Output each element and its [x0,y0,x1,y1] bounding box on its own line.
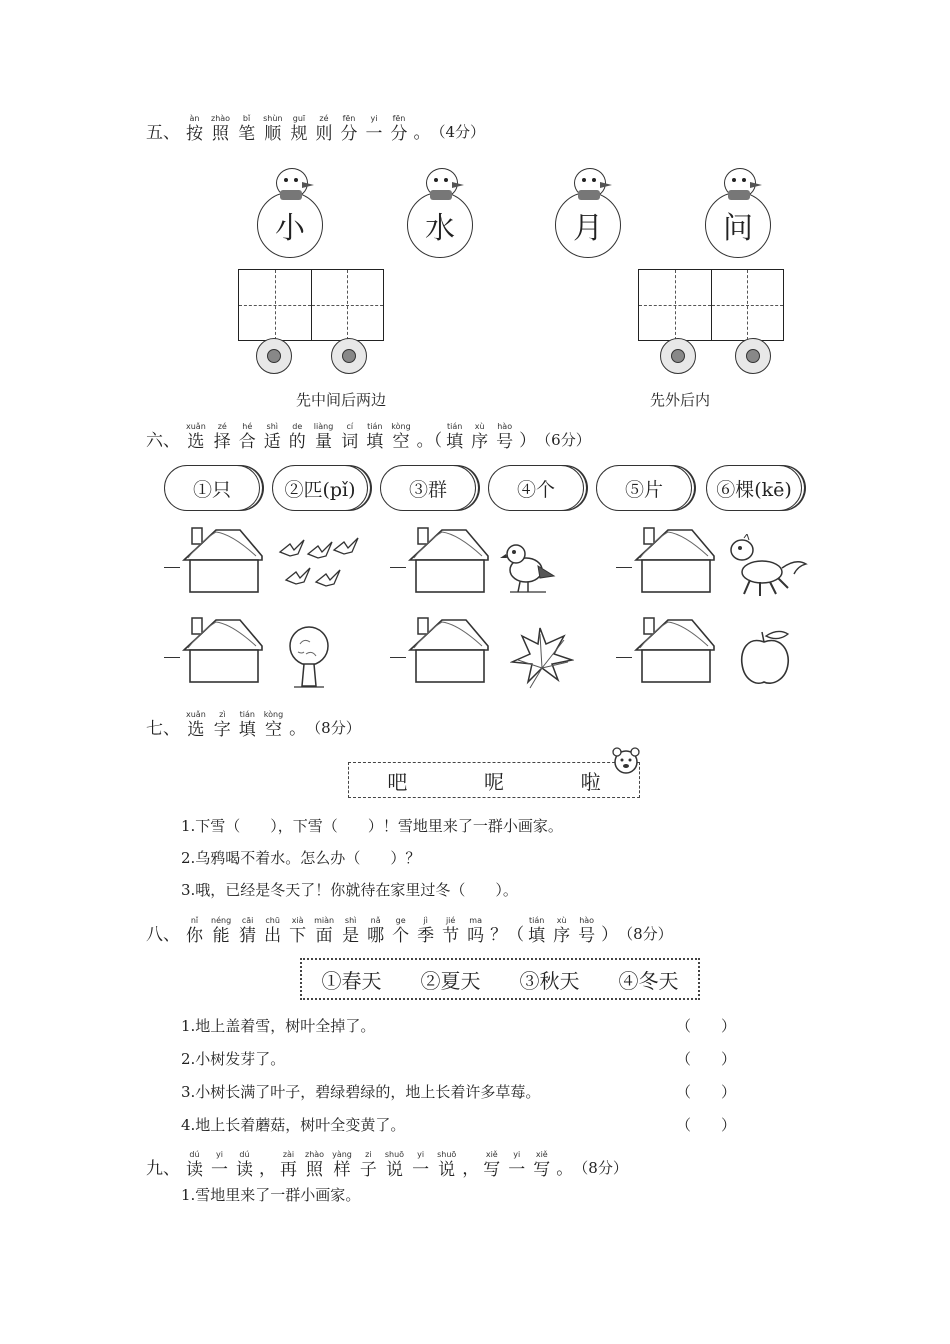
hanzi: 一 [365,124,383,144]
measure-word-option: ⑥棵(kē) [706,465,802,511]
pinyin-character [578,916,595,946]
pinyin-character [290,114,307,144]
pinyin-character [239,916,256,946]
pinyin-character [264,916,281,946]
hanzi: 节 [442,926,460,946]
hanzi: 按 [186,124,203,144]
hanzi: 择 [213,432,231,452]
hanzi: 字 [213,720,231,740]
crow-icon [500,540,556,596]
pinyin-character [417,916,434,946]
pinyin-character [186,710,206,740]
pinyin: yi [216,1150,223,1159]
pinyin-character [366,422,383,452]
season-option: ①春天 [321,968,382,993]
pinyin: àn [189,114,200,123]
word-option: 呢 [483,769,504,794]
hanzi: 读 [186,1160,203,1180]
pinyin-character [239,422,256,452]
pinyin: shùn [263,114,283,123]
pinyin: hào [497,422,513,431]
writing-grid-left[interactable] [238,269,384,341]
snowman [698,168,778,268]
leaf-icon [510,624,574,690]
pinyin: kòng [263,710,284,719]
answer-house[interactable] [406,614,492,684]
hanzi: 说 [385,1160,403,1180]
answer-house[interactable] [180,524,266,594]
pinyin: bǐ [242,114,251,123]
season-question: 2.小树发芽了。 [181,1050,286,1068]
pinyin-character [483,1150,500,1180]
answer-house[interactable] [180,614,266,684]
pinyin-character [305,1150,324,1180]
pinyin: shì [344,916,357,925]
pinyin: kòng [391,422,411,431]
pinyin: shuō [384,1150,405,1159]
hanzi: 量 [315,432,333,452]
measure-word-option: ②匹(pǐ) [272,465,368,511]
rule-caption-right: 先外后内 [650,391,711,409]
hanzi: 顺 [264,124,282,144]
hanzi: 面 [315,926,333,946]
answer-blank[interactable]: （ ） [676,1050,737,1068]
hanzi: 分 [340,124,358,144]
score-label: （8分） [573,1159,628,1177]
pinyin: de [292,422,303,431]
pinyin: miàn [314,916,335,925]
pinyin-character [385,1150,404,1180]
pinyin: liàng [313,422,334,431]
pinyin: yi [513,1150,521,1159]
hanzi: 照 [212,124,230,144]
pinyin-character [236,1150,253,1180]
snowman [548,168,628,268]
pinyin: shì [266,422,279,431]
section-5-heading: 五、 àn 按 zhào 照 bǐ 笔 shùn 顺 guī 规 zé 则 fēn 分 yi 一 fēn 分 。 （4分） [146,114,486,144]
wheel-icon [256,338,292,374]
pinyin-character [508,1150,525,1180]
snowman [250,168,330,268]
pinyin-character [365,114,382,144]
measure-word-option: ④个 [488,465,584,511]
pinyin: xiě [485,1150,498,1159]
wheel-icon [735,338,771,374]
hanzi: 猜 [239,926,257,946]
hanzi: 号 [578,926,596,946]
pinyin: xù [474,422,485,431]
snowman-character: 水 [407,192,473,258]
pinyin-character [442,916,459,946]
score-label: （8分） [618,925,673,943]
answer-house[interactable] [406,524,492,594]
bear-icon [610,746,642,774]
example-sentence: 1.雪地里来了一群小画家。 [181,1186,361,1204]
pinyin-character [211,114,230,144]
pinyin-character [314,422,334,452]
pinyin-character [553,916,570,946]
season-question: 1.地上盖着雪，树叶全掉了。 [181,1017,376,1035]
pinyin: zhào [305,1150,325,1159]
fill-blank-item[interactable]: 2.乌鸦喝不着水。怎么办（ ）？ [181,849,421,867]
pinyin: cāi [241,916,254,925]
word-option: 吧 [387,769,408,794]
pinyin: guī [292,114,306,123]
season-option: ②夏天 [420,968,481,993]
measure-word-option: ①只 [164,465,260,511]
pinyin: tián [528,916,545,925]
season-question: 4.地上长着蘑菇，树叶全变黄了。 [181,1116,406,1134]
measure-word-option: ③群 [380,465,476,511]
pinyin: xiě [535,1150,548,1159]
answer-blank[interactable]: （ ） [676,1083,737,1101]
pinyin: nǐ [190,916,199,925]
answer-blank[interactable]: （ ） [676,1017,737,1035]
pinyin-character [467,916,484,946]
pinyin-character [446,422,463,452]
pinyin: jì [423,916,428,925]
pinyin-character [214,422,231,452]
pinyin: dú [189,1150,200,1159]
section-number: 七、 [146,719,180,739]
section-8-heading: 八、 nǐ 你 néng 能 cāi 猜 chū 出 xià 下 miàn 面 shì 是 nǎ 哪 ge 个 jì 季 jié 节 ma 吗 ？（ tián 填 xù 序 hào 号 ） （8分） [146,916,673,946]
horse-icon [726,534,810,600]
hanzi: 适 [263,432,281,452]
hanzi: 号 [496,432,514,452]
section-6-heading: 六、 xuǎn 选 zé 择 hé 合 shì 适 de 的 liàng 量 cí 词 tián 填 kòng 空 。（ tián 填 xù 序 hào 号 ） （6分） [146,422,591,452]
hanzi: 合 [238,432,256,452]
pinyin-character [342,916,359,946]
pinyin: zé [319,114,329,123]
pinyin-character [314,916,334,946]
pinyin: yi [370,114,378,123]
pinyin: néng [211,916,232,925]
section-number: 五、 [146,123,180,143]
pinyin: yàng [332,1150,352,1159]
hanzi: 选 [187,432,205,452]
season-option: ③秋天 [519,968,580,993]
fill-blank-item[interactable]: 3.哦，已经是冬天了！你就待在家里过冬（ ）。 [181,881,518,899]
score-label: （6分） [536,431,591,449]
pinyin: hé [242,422,253,431]
pinyin: ma [469,916,482,925]
pinyin-character [390,114,407,144]
hanzi: 是 [342,926,360,946]
hanzi: 子 [359,1160,377,1180]
pinyin: ge [395,916,406,925]
pinyin: dú [239,1150,250,1159]
fill-blank-item[interactable]: 1.下雪（ ），下雪（ ）！雪地里来了一群小画家。 [181,817,563,835]
hanzi: 写 [483,1160,501,1180]
section-number: 六、 [146,431,180,451]
pinyin: tián [447,422,463,431]
score-label: （4分） [430,123,486,141]
season-choice-box [300,958,700,1000]
pinyin: tián [367,422,383,431]
pinyin: xuǎn [186,422,206,431]
hanzi: 哪 [367,926,385,946]
rule-caption-left: 先中间后两边 [296,391,387,409]
pinyin: zhào [211,114,231,123]
hanzi: 序 [553,926,571,946]
pinyin-character [437,1150,456,1180]
pinyin: zé [217,422,227,431]
hanzi: 说 [438,1160,456,1180]
pinyin-character [496,422,513,452]
pinyin-character [289,916,306,946]
answer-house[interactable] [632,524,718,594]
section-number: 九、 [146,1159,180,1179]
pinyin-character [471,422,488,452]
hanzi: 的 [288,432,306,452]
measure-word-option: ⑤片 [596,465,692,511]
wheel-icon [331,338,367,374]
hanzi: 样 [333,1160,351,1180]
hanzi: 出 [264,926,282,946]
hanzi: 一 [508,1160,526,1180]
pinyin: zi [365,1150,372,1159]
pinyin-character [528,916,545,946]
hanzi: 季 [417,926,435,946]
snowman-character: 月 [555,192,621,258]
pinyin-character [315,114,332,144]
hanzi: 下 [289,926,307,946]
pinyin: tián [239,710,255,719]
season-option: ④冬天 [618,968,679,993]
tree-icon [286,624,332,690]
hanzi: 填 [238,720,256,740]
snowman-character: 小 [257,192,323,258]
hanzi: 词 [341,432,359,452]
pinyin-character [214,710,231,740]
hanzi: 再 [280,1160,297,1180]
word-option: 啦 [580,769,601,794]
apple-icon [738,626,794,688]
pinyin: cí [346,422,354,431]
hanzi: 填 [446,432,464,452]
season-question: 3.小树长满了叶子，碧绿碧绿的，地上长着许多草莓。 [181,1083,541,1101]
pinyin-character [280,1150,297,1180]
hanzi: 能 [212,926,230,946]
hanzi: 选 [187,720,205,740]
answer-blank[interactable]: （ ） [676,1116,737,1134]
pinyin: jié [445,916,456,925]
section-number: 八、 [146,925,180,945]
pinyin-character [391,422,410,452]
pinyin-character [239,710,256,740]
pinyin-character [186,916,203,946]
hanzi: 你 [186,926,203,946]
pinyin-character [332,1150,352,1180]
pinyin-character [211,916,231,946]
pinyin: chū [265,916,280,925]
hanzi: 一 [211,1160,228,1180]
pinyin-character [289,422,306,452]
hanzi: 写 [533,1160,551,1180]
pinyin-character [340,114,357,144]
hanzi: 填 [366,432,384,452]
hanzi: 填 [528,926,546,946]
hanzi: 空 [392,432,410,452]
score-label: （8分） [306,719,361,737]
word-choice-box [348,762,640,798]
pinyin-character [392,916,409,946]
hanzi: 个 [392,926,410,946]
pinyin-character [186,422,206,452]
pinyin-character [412,1150,429,1180]
pinyin: xià [291,916,304,925]
hanzi: 规 [290,124,308,144]
pinyin-character [533,1150,550,1180]
hanzi: 分 [390,124,408,144]
pinyin-character [238,114,255,144]
pinyin: nǎ [370,916,381,925]
pinyin-character [264,422,281,452]
pinyin: zì [219,710,226,719]
snowman-character: 问 [705,192,771,258]
pinyin: fēn [392,114,406,123]
hanzi: 笔 [238,124,256,144]
answer-house[interactable] [632,614,718,684]
wheel-icon [660,338,696,374]
pinyin: xuǎn [186,710,206,719]
section-7-heading: 七、 xuǎn 选 zì 字 tián 填 kòng 空 。 （8分） [146,710,361,740]
pinyin: fēn [342,114,356,123]
pinyin-character [263,114,282,144]
pinyin-character [367,916,384,946]
hanzi: 读 [236,1160,253,1180]
hanzi: 序 [471,432,489,452]
hanzi: 一 [412,1160,430,1180]
pinyin-character [341,422,358,452]
hanzi: 吗 [467,926,485,946]
pinyin-character [264,710,283,740]
pinyin-character [186,1150,203,1180]
hanzi: 空 [264,720,282,740]
pinyin: shuō [437,1150,457,1159]
pinyin: xù [556,916,567,925]
section-9-heading: 九、 dú 读 yi 一 dú 读 ， zài 再 zhào 照 yàng 样 zi 子 shuō 说 yi 一 shuō 说 ， xiě 写 yi 一 xiě 写 。 （8分） [146,1150,628,1180]
pinyin: hào [579,916,595,925]
pinyin-character [211,1150,228,1180]
pinyin: yi [417,1150,425,1159]
pinyin-character [360,1150,377,1180]
pinyin: zài [282,1150,295,1159]
snowman [400,168,480,268]
writing-grid-right[interactable] [638,269,784,341]
hanzi: 则 [315,124,333,144]
hanzi: 照 [306,1160,324,1180]
pinyin-character [186,114,203,144]
birds-icon [276,534,362,596]
